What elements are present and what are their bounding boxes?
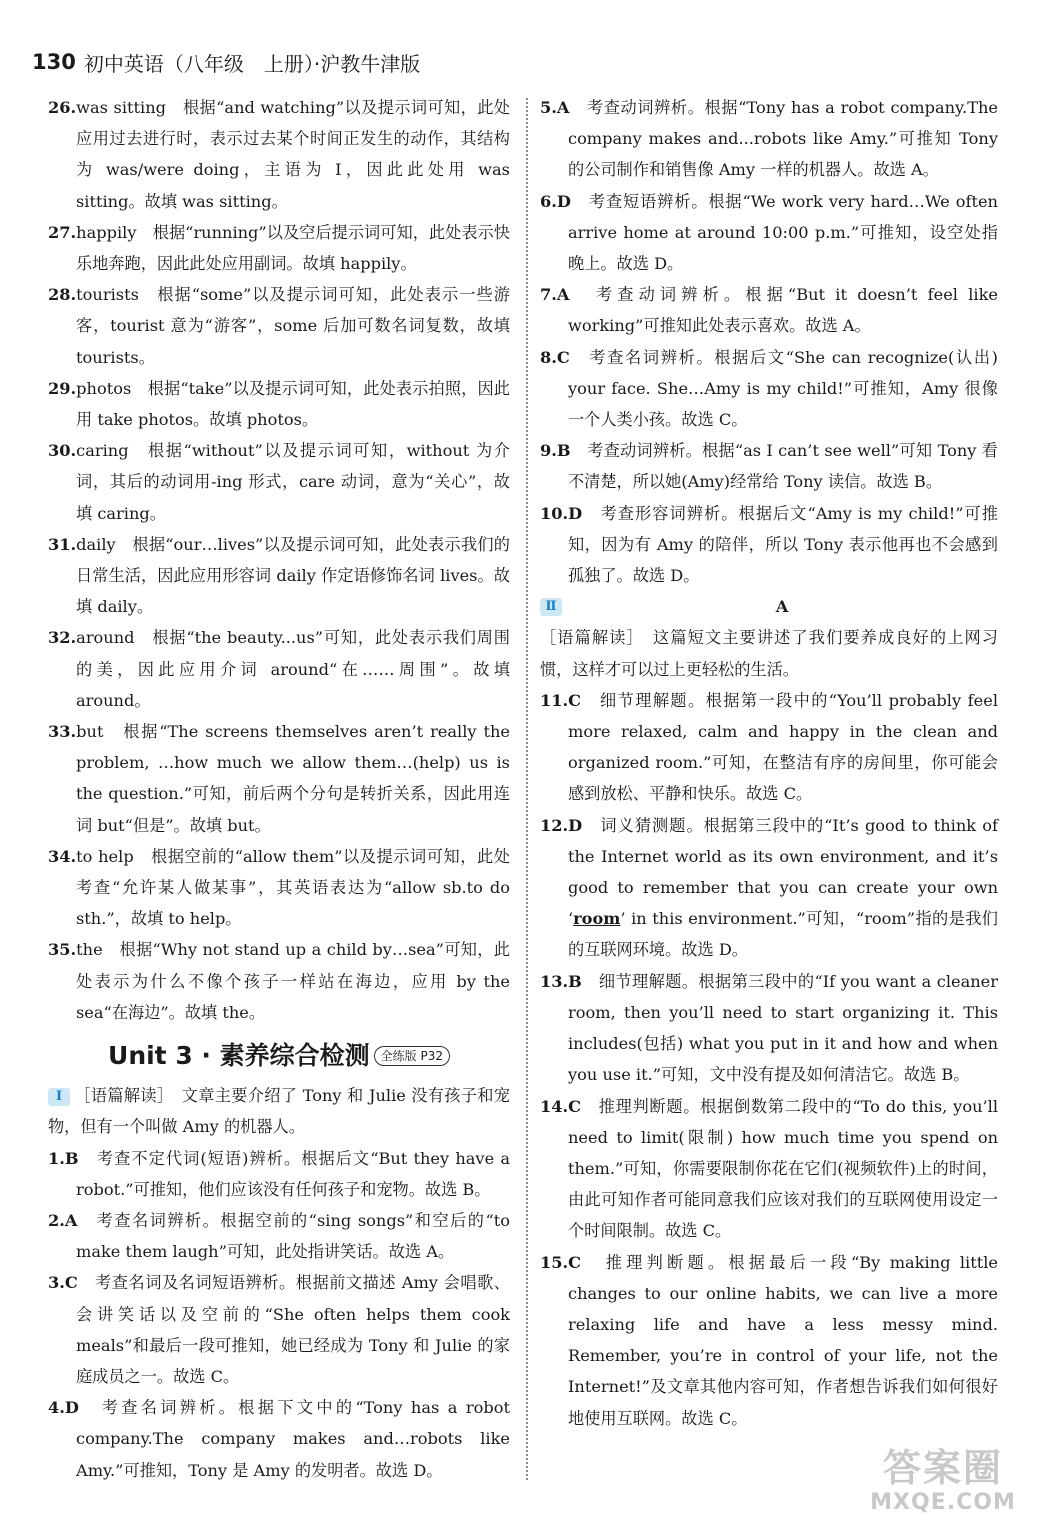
answer-item — [540, 966, 998, 1091]
answer-text: 推理判断题。根据最后一段“By making little changes to our online habits, we can live a more relaxing life and have a less messy mind. Remember, you’re in control of your life, not the Internet!”及文章其他内容可知，作者想告诉我们如何很好地使用互联网。故选 C。 — [568, 1252, 998, 1428]
answer-item — [48, 373, 510, 435]
answer-number: 13.B — [540, 971, 582, 991]
answer-item — [540, 685, 998, 810]
column-divider — [526, 98, 528, 1480]
answer-text: 考查动词辨析。根据“Tony has a robot company.The company makes and...robots like Amy.”可推知 Tony 的公司制作和销售像 Amy 一样的机器人。故选 A。 — [568, 98, 998, 180]
page-ref-badge: 全练版 P32 — [374, 1046, 450, 1066]
answer-item — [48, 1392, 510, 1486]
underlined-word: room — [573, 909, 621, 929]
answer-number: 4.D — [48, 1398, 79, 1418]
answer-item — [540, 279, 998, 341]
left-column — [48, 92, 510, 1486]
watermark-logo — [853, 1446, 1033, 1526]
answer-number: 3.C — [48, 1273, 78, 1293]
answer-number: 11.C — [540, 690, 582, 710]
answer-item — [48, 934, 510, 1028]
answer-text: photos 根据“take”以及提示词可知，此处表示拍照，因此用 take photos。故填 photos。 — [76, 378, 510, 430]
watermark-line-2: MXQE.COM — [870, 1490, 1016, 1515]
answer-item — [540, 435, 998, 497]
answer-item — [540, 1091, 998, 1247]
answer-number: 26. — [48, 98, 77, 117]
answer-number: 10.D — [540, 503, 583, 523]
answer-item — [48, 217, 510, 279]
answer-text: 考查名词辨析。根据空前的“sing songs”和空后的“to make them laugh”可知，此处指讲笑话。故选 A。 — [76, 1210, 510, 1262]
answer-item — [540, 186, 998, 280]
answer-text: 考查名词辨析。根据后文“She can recognize(认出) your face. She…Amy is my child!”可推知，Amy 很像一个人类小孩。故选 C。 — [568, 347, 998, 430]
answer-number: 12.D — [540, 815, 583, 835]
answer-item — [48, 1267, 510, 1392]
answer-item — [540, 342, 998, 436]
answer-item — [48, 622, 510, 716]
unit-heading — [48, 1032, 510, 1080]
answer-item — [48, 1205, 510, 1267]
passage-letter: A — [775, 597, 789, 617]
answer-item — [540, 1247, 998, 1434]
watermark-line-1: 答案圈 — [882, 1446, 1003, 1490]
answer-text: to help 根据空前的“allow them”以及提示词可知，此处考查“允许某人做某事”，其英语表达为“allow sb.to do sth.”，故填 to help。 — [76, 846, 510, 929]
answer-text: 考查短语辨析。根据“We work very hard…We often arrive home at around 10:00 p.m.”可推知，设空处指晚上。故选 D。 — [568, 191, 998, 274]
answer-text: 推理判断题。根据倒数第二段中的“To do this, you’ll need to limit(限制) how much time you spend on them.”可知，你需要限制你花在它们(视频软件)上的时间，由此可知作者可能同意我们应该对我们的互联网使用设定一个时间限制。故选 C。 — [568, 1096, 998, 1241]
answer-number: 14.C — [540, 1096, 582, 1116]
answer-number: 5.A — [540, 98, 570, 117]
answer-item — [48, 529, 510, 623]
answer-text: 考查动词辨析。根据“as I can’t see well”可知 Tony 看不清楚，所以她(Amy)经常给 Tony 读信。故选 B。 — [568, 441, 998, 492]
answer-number: 34. — [48, 846, 77, 866]
section-1-intro-text: ［语篇解读］ 文章主要介绍了 Tony 和 Julie 没有孩子和宠物，但有一个叫做 Amy 的机器人。 — [48, 1086, 510, 1137]
answer-text: 考查不定代词(短语)辨析。根据后文“But they have a robot.”可推知，他们应该没有任何孩子和宠物。故选 B。 — [76, 1148, 510, 1199]
answer-number: 7.A — [540, 285, 570, 305]
book-title: 初中英语（八年级 上册）·沪教牛津版 — [83, 51, 421, 76]
answer-item — [48, 92, 510, 217]
section-2-intro: ［语篇解读］ 这篇短文主要讲述了我们要养成良好的上网习惯，这样才可以过上更轻松的生活。 — [540, 628, 998, 679]
answer-item — [48, 1143, 510, 1205]
answer-item — [48, 716, 510, 841]
answer-number: 15.C — [540, 1252, 582, 1272]
answer-number: 30. — [48, 441, 77, 461]
right-column — [540, 92, 998, 1434]
answer-text: 词义猜测题。根据第三段中的“It’s good to think of the Internet world as its own environment, and it’s good to remember that you can create your own ‘ — [568, 815, 998, 929]
answer-number: 28. — [48, 285, 77, 305]
answer-text: daily 根据“our…lives”以及提示词可知，此处表示我们的日常生活，因此应用形容词 daily 作定语修饰名词 lives。故填 daily。 — [76, 534, 510, 617]
answer-number: 27. — [48, 222, 77, 242]
answer-item — [48, 841, 510, 935]
answer-text: 考查名词辨析。根据下文中的“Tony has a robot company.The company makes and…robots like Amy.”可推知，Tony 是 Amy 的发明者。故选 D。 — [76, 1398, 510, 1480]
page-header — [32, 44, 420, 80]
answer-text: 考查形容词辨析。根据后文“Amy is my child!”可推知，因为有 Amy 的陪伴，所以 Tony 表示他再也不会感到孤独了。故选 D。 — [568, 503, 998, 586]
answer-text: 考查名词及名词短语辨析。根据前文描述 Amy 会唱歌、会讲笑话以及空前的“She often helps them cook meals”和最后一段可推知，她已经成为 Tony 和 Julie 的家庭成员之一。故选 C。 — [76, 1273, 511, 1386]
answer-number: 32. — [48, 628, 77, 648]
answer-number: 33. — [48, 722, 77, 742]
answer-text: happily 根据“running”以及空后提示词可知，此处表示快乐地奔跑，因此此处应用副词。故填 happily。 — [76, 222, 510, 274]
answer-text: tourists 根据“some”以及提示词可知，此处表示一些游客，tourist 意为“游客”，some 后加可数名词复数，故填 tourists。 — [76, 285, 510, 367]
answer-text: 考查动词辨析。根据“But it doesn’t feel like working”可推知此处表示喜欢。故选 A。 — [568, 285, 998, 336]
answer-text: ’ in this environment.”可知，“room”指的是我们的互联网环境。故选 D。 — [568, 909, 998, 960]
answer-item — [540, 92, 998, 186]
answer-text: caring 根据“without”以及提示词可知，without 为介词，其后的动词用-ing 形式，care 动词，意为“关心”，故填 caring。 — [76, 441, 510, 523]
answer-item — [540, 810, 998, 966]
answer-number: 6.D — [540, 191, 571, 211]
answer-number: 1.B — [48, 1148, 79, 1168]
answer-text: 细节理解题。根据第三段中的“If you want a cleaner room, then you’ll need to start organizing it. This includes(包括) what you put in it and how and when you use it.”可知，文中没有提及如何清洁它。故选 B。 — [568, 971, 998, 1085]
answer-item — [48, 279, 510, 373]
answer-number: 2.A — [48, 1210, 78, 1230]
answer-number: 8.C — [540, 347, 570, 367]
answer-item — [540, 498, 998, 592]
section-2-tag: Ⅱ — [540, 598, 562, 616]
answer-text: was sitting 根据“and watching”以及提示词可知，此处应用过去进行时，表示过去某个时间正发生的动作，其结构为 was/were doing，主语为 I，因此此处用 was sitting。故填 was sitting。 — [76, 98, 510, 211]
section-1-tag: Ⅰ — [48, 1088, 70, 1106]
section-2-heading — [540, 591, 998, 622]
section-1-intro — [48, 1080, 510, 1142]
answer-text: the 根据“Why not stand up a child by…sea”可知，此处表示为什么不像个孩子一样站在海边，应用 by the sea“在海边”。故填 the。 — [76, 940, 510, 1022]
answer-item — [48, 435, 510, 529]
answer-number: 9.B — [540, 441, 571, 461]
answer-text: but 根据“The screens themselves aren’t really the problem, …how much we allow them…(help) us is the question.”可知，前后两个分句是转折关系，因此用连词 but“但是”。故填 but。 — [76, 722, 510, 835]
answer-number: 31. — [48, 534, 77, 554]
answer-text: around 根据“the beauty...us”可知，此处表示我们周围的美，因此应用介词 around“在……周围”。故填 around。 — [76, 628, 510, 710]
answer-text: 细节理解题。根据第一段中的“You’ll probably feel more relaxed, calm and happy in the clean and organized room.”可知，在整洁有序的房间里，你可能会感到放松、平静和快乐。故选 C。 — [568, 690, 998, 804]
answer-number: 35. — [48, 940, 77, 960]
page-number: 130 — [32, 50, 76, 74]
unit-title: Unit 3 · 素养综合检测 — [108, 1041, 370, 1071]
answer-number: 29. — [48, 378, 77, 398]
